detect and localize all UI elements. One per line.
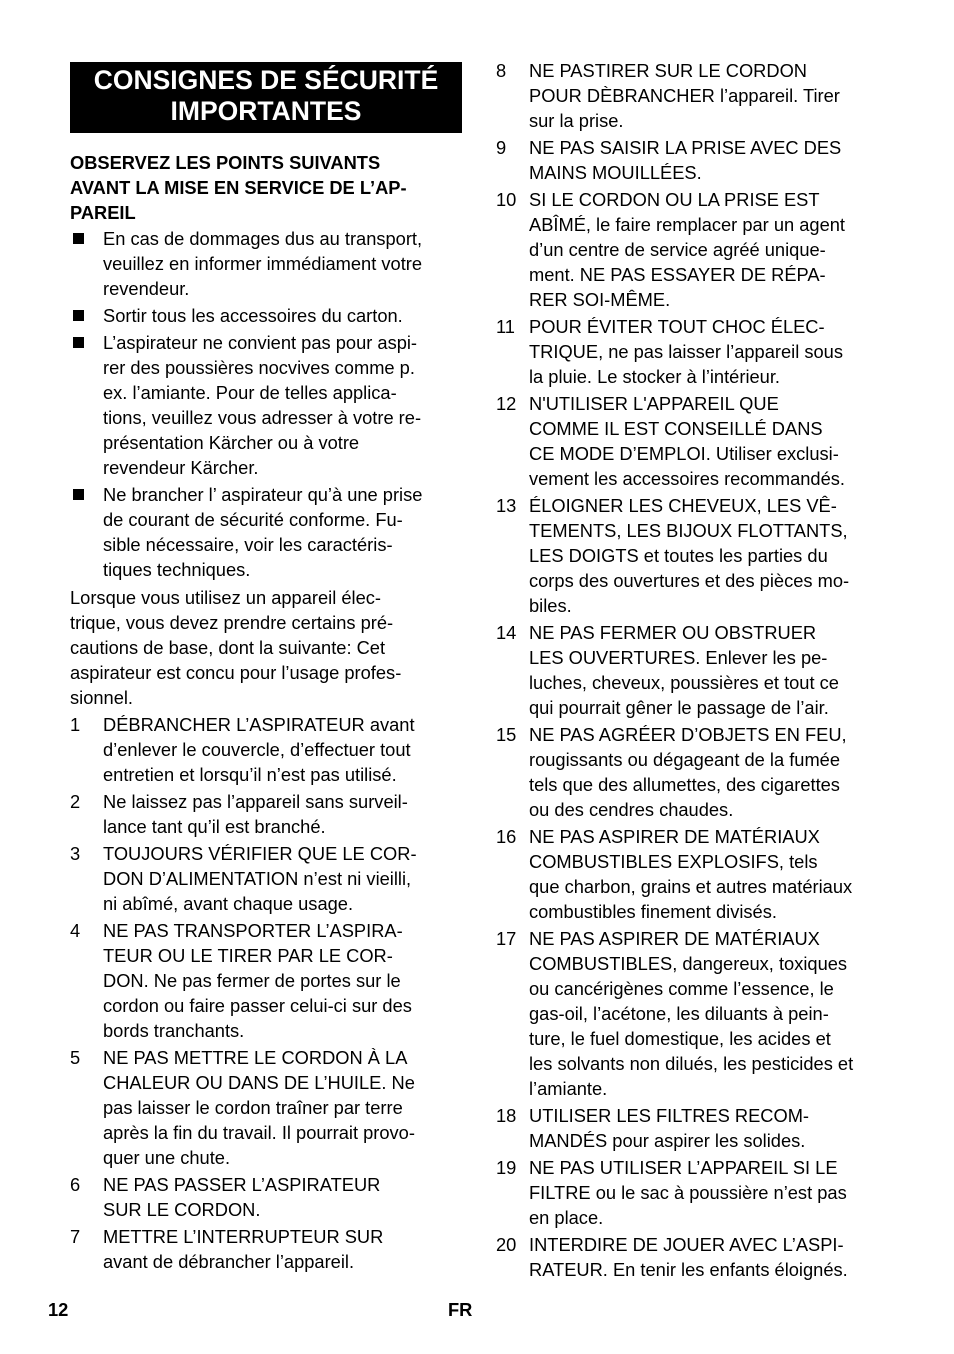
text-line: NE PAS AGRÉER D’OBJETS EN FEU,	[529, 724, 847, 745]
text-line: RATEUR. En tenir les enfants éloignés.	[529, 1259, 848, 1280]
text-line: LES OUVERTURES. Enlever les pe-	[529, 647, 828, 668]
page-number: 12	[48, 1299, 69, 1320]
text-line: d’un centre de service agréé unique-	[529, 239, 826, 260]
text-line: l’amiante.	[529, 1078, 608, 1099]
item-number: 15	[496, 724, 517, 745]
intro-paragraph	[70, 585, 462, 710]
item-number: 6	[70, 1174, 81, 1195]
subheading-line: OBSERVEZ LES POINTS SUIVANTS	[70, 152, 381, 173]
item-number: 1	[70, 714, 81, 735]
text-line: INTERDIRE DE JOUER AVEC L’ASPI-	[529, 1234, 844, 1255]
item-number: 11	[496, 316, 515, 337]
numbered-item	[496, 824, 888, 924]
text-line: DON D’ALIMENTATION n’est ni vieilli,	[103, 868, 412, 889]
text-line: rer des poussières nocvives comme p.	[103, 357, 415, 378]
text-line: luches, cheveux, poussières et tout ce	[529, 672, 839, 693]
bullet-list	[70, 226, 462, 582]
left-column	[70, 62, 462, 1276]
bullet-item	[70, 330, 462, 480]
text-line: cordon ou faire passer celui-ci sur des	[103, 995, 412, 1016]
text-line: TRIQUE, ne pas laisser l’appareil sous	[529, 341, 843, 362]
text-line: sur la prise.	[529, 110, 624, 131]
text-line: revendeur.	[103, 278, 190, 299]
item-number: 13	[496, 495, 517, 516]
text-line: LES DOIGTS et toutes les parties du	[529, 545, 828, 566]
text-line: avant de débrancher l’appareil.	[103, 1251, 355, 1272]
item-number: 17	[496, 928, 517, 949]
text-line: tions, veuillez vous adresser à votre re-	[103, 407, 422, 428]
text-line: tels que des allumettes, des cigarettes	[529, 774, 840, 795]
text-line: FILTRE ou le sac à poussière n’est pas	[529, 1182, 847, 1203]
text-line: En cas de dommages dus au transport,	[103, 228, 423, 249]
text-line: NE PAS ASPIRER DE MATÉRIAUX	[529, 928, 820, 949]
numbered-item	[496, 1232, 888, 1282]
text-line: sible nécessaire, voir les caractéris-	[103, 534, 393, 555]
text-line: COMBUSTIBLES, dangereux, toxiques	[529, 953, 848, 974]
text-line: MAINS MOUILLÉES.	[529, 162, 702, 183]
text-line: en place.	[529, 1207, 604, 1228]
text-line: trique, vous devez prendre certains pré-	[70, 612, 394, 633]
subheading-line: AVANT LA MISE EN SERVICE DE L’AP-	[70, 177, 407, 198]
text-line: Sortir tous les accessoires du carton.	[103, 305, 403, 326]
numbered-item	[70, 789, 462, 839]
text-line: NE PAS FERMER OU OBSTRUER	[529, 622, 817, 643]
item-number: 3	[70, 843, 81, 864]
text-line: vement les accessoires recommandés.	[529, 468, 845, 489]
text-line: Ne brancher l’ aspirateur qu’à une prise	[103, 484, 423, 505]
numbered-item	[70, 918, 462, 1043]
text-line: TEMENTS, LES BIJOUX FLOTTANTS,	[529, 520, 848, 541]
item-number: 4	[70, 920, 81, 941]
text-line: ou cancérigènes comme l’essence, le	[529, 978, 834, 999]
numbered-item	[496, 58, 888, 133]
numbered-item	[70, 1045, 462, 1170]
text-line: de courant de sécurité conforme. Fu-	[103, 509, 403, 530]
square-bullet-icon	[73, 337, 84, 348]
text-line: corps des ouvertures et des pièces mo-	[529, 570, 850, 591]
subheading	[70, 150, 462, 225]
text-line: Ne laissez pas l’appareil sans surveil-	[103, 791, 408, 812]
numbered-item	[496, 135, 888, 185]
numbered-item	[496, 1155, 888, 1230]
bullet-item	[70, 482, 462, 582]
numbered-item	[70, 712, 462, 787]
numbered-item	[496, 314, 888, 389]
text-line: aspirateur est concu pour l’usage profes-	[70, 662, 402, 683]
item-number: 14	[496, 622, 517, 643]
numbered-item	[496, 722, 888, 822]
numbered-item	[496, 620, 888, 720]
text-line: sionnel.	[70, 687, 134, 708]
text-line: ÉLOIGNER LES CHEVEUX, LES VÊ-	[529, 495, 837, 516]
text-line: lance tant qu’il est branché.	[103, 816, 326, 837]
text-line: Lorsque vous utilisez un appareil élec-	[70, 587, 381, 608]
text-line: NE PAS PASSER L’ASPIRATEUR	[103, 1174, 381, 1195]
text-line: COMME IL EST CONSEILLÉ DANS	[529, 418, 823, 439]
text-line: SUR LE CORDON.	[103, 1199, 261, 1220]
item-number: 7	[70, 1226, 81, 1247]
square-bullet-icon	[73, 233, 84, 244]
text-line: ni abîmé, avant chaque usage.	[103, 893, 354, 914]
text-line: METTRE L’INTERRUPTEUR SUR	[103, 1226, 384, 1247]
text-line: SI LE CORDON OU LA PRISE EST	[529, 189, 820, 210]
text-line: gas-oil, l’acétone, les diluants à pein-	[529, 1003, 829, 1024]
square-bullet-icon	[73, 310, 84, 321]
numbered-list-right	[496, 58, 888, 1282]
text-line: RER SOI-MÊME.	[529, 289, 671, 310]
text-line: ex. l’amiante. Pour de telles applica-	[103, 382, 397, 403]
text-line: d’enlever le couvercle, d’effectuer tout	[103, 739, 411, 760]
numbered-item	[70, 1224, 462, 1274]
text-line: N'UTILISER L'APPAREIL QUE	[529, 393, 779, 414]
text-line: L’aspirateur ne convient pas pour aspi-	[103, 332, 418, 353]
subheading-line: PAREIL	[70, 202, 136, 223]
text-line: NE PASTIRER SUR LE CORDON	[529, 60, 807, 81]
text-line: ABÎMÉ, le faire remplacer par un agent	[529, 214, 846, 235]
text-line: présentation Kärcher ou à votre	[103, 432, 360, 453]
text-line: ment. NE PAS ESSAYER DE RÉPA-	[529, 264, 826, 285]
section-title	[70, 62, 462, 133]
text-line: cautions de base, dont la suivante: Cet	[70, 637, 386, 658]
text-line: COMBUSTIBLES EXPLOSIFS, tels	[529, 851, 818, 872]
numbered-item	[496, 1103, 888, 1153]
text-line: NE PAS ASPIRER DE MATÉRIAUX	[529, 826, 820, 847]
text-line: NE PAS TRANSPORTER L’ASPIRA-	[103, 920, 403, 941]
text-line: pas laisser le cordon traîner par terre	[103, 1097, 403, 1118]
text-line: bords tranchants.	[103, 1020, 245, 1041]
text-line: NE PAS SAISIR LA PRISE AVEC DES	[529, 137, 842, 158]
text-line: ture, le fuel domestique, les acides et	[529, 1028, 831, 1049]
numbered-item	[70, 841, 462, 916]
text-line: CE MODE D’EMPLOI. Utiliser exclusi-	[529, 443, 839, 464]
text-line: POUR ÉVITER TOUT CHOC ÉLEC-	[529, 316, 825, 337]
numbered-list-left	[70, 712, 462, 1274]
text-line: TEUR OU LE TIRER PAR LE COR-	[103, 945, 393, 966]
text-line: veuillez en informer immédiament votre	[103, 253, 423, 274]
item-number: 8	[496, 60, 507, 81]
numbered-item	[496, 493, 888, 618]
item-number: 9	[496, 137, 507, 158]
text-line: POUR DÈBRANCHER l’appareil. Tirer	[529, 85, 840, 106]
text-line: quer une chute.	[103, 1147, 231, 1168]
square-bullet-icon	[73, 489, 84, 500]
item-number: 20	[496, 1234, 517, 1255]
item-number: 19	[496, 1157, 517, 1178]
item-number: 5	[70, 1047, 81, 1068]
title-line: IMPORTANTES	[170, 96, 362, 126]
text-line: combustibles finement divisés.	[529, 901, 777, 922]
text-line: qui pourrait gêner le passage de l’air.	[529, 697, 829, 718]
item-number: 2	[70, 791, 81, 812]
text-line: entretien et lorsqu’il n’est pas utilisé.	[103, 764, 397, 785]
item-number: 18	[496, 1105, 517, 1126]
text-line: la pluie. Le stocker à l’intérieur.	[529, 366, 780, 387]
text-line: NE PAS UTILISER L’APPAREIL SI LE	[529, 1157, 838, 1178]
text-line: DON. Ne pas fermer de portes sur le	[103, 970, 401, 991]
text-line: revendeur Kärcher.	[103, 457, 259, 478]
numbered-item	[496, 391, 888, 491]
item-number: 16	[496, 826, 517, 847]
item-number: 12	[496, 393, 517, 414]
text-line: MANDÉS pour aspirer les solides.	[529, 1130, 806, 1151]
text-line: après la fin du travail. Il pourrait provo-	[103, 1122, 415, 1143]
text-line: CHALEUR OU DANS DE L’HUILE. Ne	[103, 1072, 415, 1093]
right-column	[496, 58, 888, 1284]
text-line: DÉBRANCHER L’ASPIRATEUR avant	[103, 714, 415, 735]
text-line: TOUJOURS VÉRIFIER QUE LE COR-	[103, 843, 417, 864]
text-line: que charbon, grains et autres matériaux	[529, 876, 853, 897]
text-line: rougissants ou dégageant de la fumée	[529, 749, 841, 770]
bullet-item	[70, 303, 462, 328]
text-line: NE PAS METTRE LE CORDON À LA	[103, 1047, 408, 1068]
item-number: 10	[496, 189, 517, 210]
text-line: ou des cendres chaudes.	[529, 799, 734, 820]
title-line: CONSIGNES DE SÉCURITÉ	[93, 65, 439, 95]
bullet-item	[70, 226, 462, 301]
text-line: tiques techniques.	[103, 559, 251, 580]
numbered-item	[70, 1172, 462, 1222]
numbered-item	[496, 187, 888, 312]
text-line: UTILISER LES FILTRES RECOM-	[529, 1105, 810, 1126]
text-line: biles.	[529, 595, 572, 616]
language-code: FR	[448, 1299, 473, 1320]
text-line: les solvants non dilués, les pesticides et	[529, 1053, 854, 1074]
numbered-item	[496, 926, 888, 1101]
